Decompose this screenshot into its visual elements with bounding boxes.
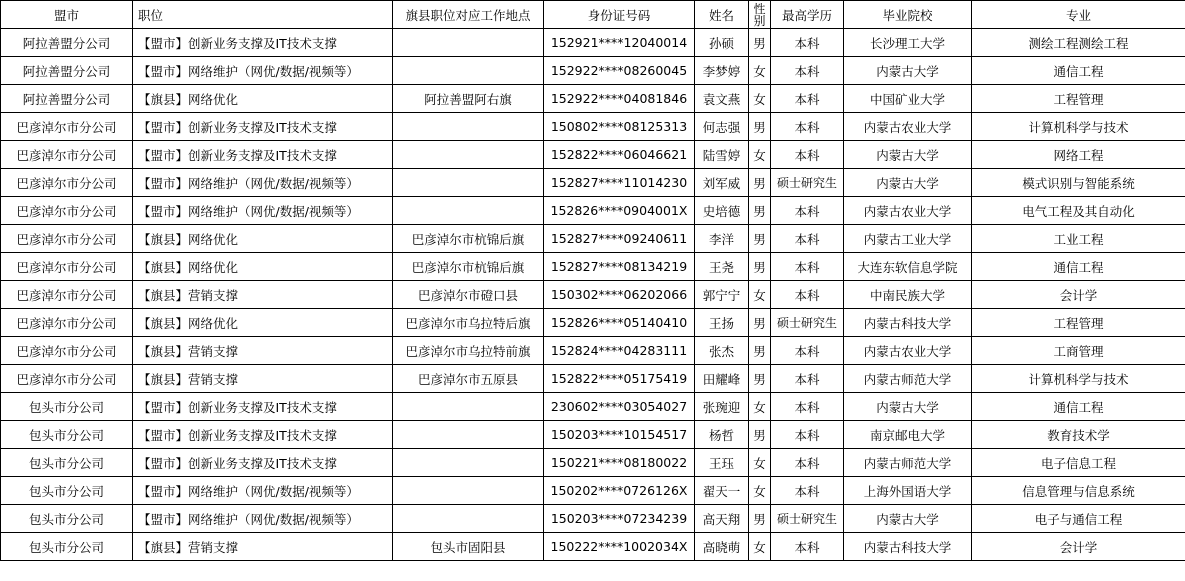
cell-work-location: 巴彦淖尔市五原县 xyxy=(393,365,544,393)
cell-position: 【盟市】网络维护（网优/数据/视频等） xyxy=(133,57,393,85)
cell-education: 硕士研究生 xyxy=(771,505,844,533)
cell-position: 【盟市】创新业务支撑及IT技术支撑 xyxy=(133,449,393,477)
cell-name: 翟天一 xyxy=(695,477,749,505)
cell-city: 阿拉善盟分公司 xyxy=(1,85,133,113)
cell-major: 会计学 xyxy=(972,533,1185,561)
cell-major: 测绘工程测绘工程 xyxy=(972,29,1185,57)
cell-work-location xyxy=(393,57,544,85)
header-major: 专业 xyxy=(972,1,1185,29)
cell-gender: 男 xyxy=(749,113,771,141)
cell-name: 李梦婷 xyxy=(695,57,749,85)
cell-position: 【盟市】创新业务支撑及IT技术支撑 xyxy=(133,113,393,141)
cell-school: 内蒙古师范大学 xyxy=(844,449,972,477)
cell-education: 本科 xyxy=(771,197,844,225)
cell-position: 【盟市】网络维护（网优/数据/视频等） xyxy=(133,197,393,225)
cell-position: 【盟市】创新业务支撑及IT技术支撑 xyxy=(133,141,393,169)
cell-name: 陆雪婷 xyxy=(695,141,749,169)
cell-name: 刘军威 xyxy=(695,169,749,197)
table-row xyxy=(1,449,1185,477)
header-city: 盟市 xyxy=(1,1,133,29)
cell-gender: 女 xyxy=(749,85,771,113)
table-row xyxy=(1,477,1185,505)
cell-gender: 男 xyxy=(749,309,771,337)
cell-position: 【旗县】网络优化 xyxy=(133,309,393,337)
cell-id-number: 152827****11014230 xyxy=(544,169,695,197)
cell-school: 中国矿业大学 xyxy=(844,85,972,113)
table-row xyxy=(1,337,1185,365)
table-row xyxy=(1,141,1185,169)
cell-name: 王扬 xyxy=(695,309,749,337)
cell-gender: 男 xyxy=(749,421,771,449)
cell-school: 内蒙古大学 xyxy=(844,169,972,197)
cell-major: 模式识别与智能系统 xyxy=(972,169,1185,197)
cell-position: 【盟市】网络维护（网优/数据/视频等） xyxy=(133,169,393,197)
cell-education: 本科 xyxy=(771,57,844,85)
cell-city: 巴彦淖尔市分公司 xyxy=(1,337,133,365)
table-row xyxy=(1,281,1185,309)
cell-gender: 女 xyxy=(749,533,771,561)
cell-work-location xyxy=(393,141,544,169)
cell-city: 包头市分公司 xyxy=(1,421,133,449)
cell-city: 巴彦淖尔市分公司 xyxy=(1,197,133,225)
header-name: 姓名 xyxy=(695,1,749,29)
cell-education: 本科 xyxy=(771,281,844,309)
cell-city: 巴彦淖尔市分公司 xyxy=(1,365,133,393)
cell-id-number: 152826****05140410 xyxy=(544,309,695,337)
cell-gender: 男 xyxy=(749,169,771,197)
table-row xyxy=(1,169,1185,197)
cell-id-number: 152824****04283111 xyxy=(544,337,695,365)
cell-school: 内蒙古农业大学 xyxy=(844,337,972,365)
cell-major: 电子信息工程 xyxy=(972,449,1185,477)
cell-school: 长沙理工大学 xyxy=(844,29,972,57)
cell-school: 内蒙古农业大学 xyxy=(844,113,972,141)
table-row xyxy=(1,197,1185,225)
cell-position: 【旗县】营销支撑 xyxy=(133,365,393,393)
cell-position: 【旗县】网络优化 xyxy=(133,225,393,253)
cell-gender: 男 xyxy=(749,197,771,225)
cell-name: 王尧 xyxy=(695,253,749,281)
cell-id-number: 152822****05175419 xyxy=(544,365,695,393)
cell-id-number: 152827****08134219 xyxy=(544,253,695,281)
cell-gender: 女 xyxy=(749,449,771,477)
cell-id-number: 150221****08180022 xyxy=(544,449,695,477)
cell-major: 教育技术学 xyxy=(972,421,1185,449)
cell-name: 孙硕 xyxy=(695,29,749,57)
cell-id-number: 230602****03054027 xyxy=(544,393,695,421)
cell-major: 工业工程 xyxy=(972,225,1185,253)
cell-major: 工程管理 xyxy=(972,309,1185,337)
cell-name: 高晓萌 xyxy=(695,533,749,561)
cell-position: 【盟市】创新业务支撑及IT技术支撑 xyxy=(133,421,393,449)
cell-gender: 男 xyxy=(749,225,771,253)
cell-id-number: 152922****04081846 xyxy=(544,85,695,113)
table-row xyxy=(1,85,1185,113)
cell-school: 内蒙古农业大学 xyxy=(844,197,972,225)
header-row xyxy=(1,1,1185,29)
cell-city: 巴彦淖尔市分公司 xyxy=(1,253,133,281)
cell-gender: 男 xyxy=(749,505,771,533)
table-row xyxy=(1,505,1185,533)
cell-major: 网络工程 xyxy=(972,141,1185,169)
cell-education: 本科 xyxy=(771,337,844,365)
cell-name: 杨哲 xyxy=(695,421,749,449)
cell-education: 本科 xyxy=(771,421,844,449)
cell-education: 本科 xyxy=(771,225,844,253)
cell-name: 李洋 xyxy=(695,225,749,253)
cell-work-location: 包头市固阳县 xyxy=(393,533,544,561)
cell-major: 通信工程 xyxy=(972,253,1185,281)
cell-city: 巴彦淖尔市分公司 xyxy=(1,309,133,337)
cell-school: 大连东软信息学院 xyxy=(844,253,972,281)
cell-city: 包头市分公司 xyxy=(1,449,133,477)
table-row xyxy=(1,533,1185,561)
cell-name: 史培德 xyxy=(695,197,749,225)
cell-gender: 女 xyxy=(749,141,771,169)
cell-gender: 男 xyxy=(749,337,771,365)
cell-position: 【旗县】网络优化 xyxy=(133,253,393,281)
cell-work-location: 巴彦淖尔市乌拉特前旗 xyxy=(393,337,544,365)
cell-major: 会计学 xyxy=(972,281,1185,309)
cell-work-location xyxy=(393,393,544,421)
table-row xyxy=(1,253,1185,281)
cell-education: 本科 xyxy=(771,113,844,141)
cell-id-number: 150302****06202066 xyxy=(544,281,695,309)
cell-major: 计算机科学与技术 xyxy=(972,365,1185,393)
cell-gender: 女 xyxy=(749,393,771,421)
cell-id-number: 152921****12040014 xyxy=(544,29,695,57)
cell-work-location: 阿拉善盟阿右旗 xyxy=(393,85,544,113)
cell-work-location xyxy=(393,29,544,57)
cell-school: 内蒙古大学 xyxy=(844,393,972,421)
cell-work-location: 巴彦淖尔市乌拉特后旗 xyxy=(393,309,544,337)
header-school: 毕业院校 xyxy=(844,1,972,29)
cell-id-number: 150222****1002034X xyxy=(544,533,695,561)
cell-position: 【盟市】网络维护（网优/数据/视频等） xyxy=(133,477,393,505)
cell-gender: 女 xyxy=(749,477,771,505)
cell-major: 信息管理与信息系统 xyxy=(972,477,1185,505)
cell-school: 内蒙古师范大学 xyxy=(844,365,972,393)
cell-work-location xyxy=(393,477,544,505)
cell-position: 【盟市】创新业务支撑及IT技术支撑 xyxy=(133,29,393,57)
cell-position: 【旗县】营销支撑 xyxy=(133,337,393,365)
cell-major: 计算机科学与技术 xyxy=(972,113,1185,141)
table-row xyxy=(1,225,1185,253)
cell-position: 【盟市】创新业务支撑及IT技术支撑 xyxy=(133,393,393,421)
header-education: 最高学历 xyxy=(771,1,844,29)
cell-name: 田耀峰 xyxy=(695,365,749,393)
cell-education: 本科 xyxy=(771,85,844,113)
cell-school: 南京邮电大学 xyxy=(844,421,972,449)
cell-work-location xyxy=(393,505,544,533)
cell-city: 包头市分公司 xyxy=(1,533,133,561)
cell-id-number: 152922****08260045 xyxy=(544,57,695,85)
cell-id-number: 152822****06046621 xyxy=(544,141,695,169)
cell-city: 巴彦淖尔市分公司 xyxy=(1,113,133,141)
table-row xyxy=(1,29,1185,57)
cell-education: 硕士研究生 xyxy=(771,309,844,337)
cell-work-location xyxy=(393,197,544,225)
cell-education: 硕士研究生 xyxy=(771,169,844,197)
cell-city: 巴彦淖尔市分公司 xyxy=(1,141,133,169)
header-id-number: 身份证号码 xyxy=(544,1,695,29)
header-work-location: 旗县职位对应工作地点 xyxy=(393,1,544,29)
cell-education: 本科 xyxy=(771,365,844,393)
cell-education: 本科 xyxy=(771,29,844,57)
cell-school: 内蒙古科技大学 xyxy=(844,533,972,561)
cell-name: 高天翔 xyxy=(695,505,749,533)
cell-school: 中南民族大学 xyxy=(844,281,972,309)
cell-work-location xyxy=(393,449,544,477)
cell-major: 电子与通信工程 xyxy=(972,505,1185,533)
cell-name: 何志强 xyxy=(695,113,749,141)
cell-major: 工商管理 xyxy=(972,337,1185,365)
header-position: 职位 xyxy=(133,1,393,29)
table-row xyxy=(1,365,1185,393)
cell-school: 内蒙古大学 xyxy=(844,57,972,85)
table-row xyxy=(1,113,1185,141)
cell-city: 阿拉善盟分公司 xyxy=(1,29,133,57)
cell-school: 上海外国语大学 xyxy=(844,477,972,505)
cell-work-location xyxy=(393,421,544,449)
cell-work-location: 巴彦淖尔市磴口县 xyxy=(393,281,544,309)
cell-major: 电气工程及其自动化 xyxy=(972,197,1185,225)
cell-city: 包头市分公司 xyxy=(1,477,133,505)
cell-gender: 女 xyxy=(749,57,771,85)
cell-id-number: 152827****09240611 xyxy=(544,225,695,253)
table-body xyxy=(1,29,1185,561)
cell-major: 通信工程 xyxy=(972,57,1185,85)
cell-city: 包头市分公司 xyxy=(1,393,133,421)
cell-gender: 男 xyxy=(749,29,771,57)
table-row xyxy=(1,57,1185,85)
cell-education: 本科 xyxy=(771,477,844,505)
cell-major: 工程管理 xyxy=(972,85,1185,113)
cell-name: 王珏 xyxy=(695,449,749,477)
cell-name: 郭宁宁 xyxy=(695,281,749,309)
cell-id-number: 150203****07234239 xyxy=(544,505,695,533)
cell-major: 通信工程 xyxy=(972,393,1185,421)
cell-school: 内蒙古工业大学 xyxy=(844,225,972,253)
cell-education: 本科 xyxy=(771,253,844,281)
cell-position: 【旗县】网络优化 xyxy=(133,85,393,113)
cell-city: 包头市分公司 xyxy=(1,505,133,533)
cell-city: 巴彦淖尔市分公司 xyxy=(1,169,133,197)
cell-work-location: 巴彦淖尔市杭锦后旗 xyxy=(393,253,544,281)
table-row xyxy=(1,421,1185,449)
cell-city: 巴彦淖尔市分公司 xyxy=(1,225,133,253)
table-row xyxy=(1,309,1185,337)
cell-education: 本科 xyxy=(771,141,844,169)
cell-position: 【旗县】营销支撑 xyxy=(133,533,393,561)
cell-work-location: 巴彦淖尔市杭锦后旗 xyxy=(393,225,544,253)
cell-city: 巴彦淖尔市分公司 xyxy=(1,281,133,309)
cell-education: 本科 xyxy=(771,533,844,561)
cell-position: 【盟市】网络维护（网优/数据/视频等） xyxy=(133,505,393,533)
cell-id-number: 150202****0726126X xyxy=(544,477,695,505)
header-gender: 性别 xyxy=(749,1,771,29)
cell-school: 内蒙古科技大学 xyxy=(844,309,972,337)
cell-position: 【旗县】营销支撑 xyxy=(133,281,393,309)
cell-name: 张琬迎 xyxy=(695,393,749,421)
cell-work-location xyxy=(393,113,544,141)
cell-name: 袁文燕 xyxy=(695,85,749,113)
cell-gender: 女 xyxy=(749,281,771,309)
cell-school: 内蒙古大学 xyxy=(844,505,972,533)
cell-education: 本科 xyxy=(771,449,844,477)
cell-gender: 男 xyxy=(749,365,771,393)
cell-gender: 男 xyxy=(749,253,771,281)
cell-city: 阿拉善盟分公司 xyxy=(1,57,133,85)
cell-id-number: 150802****08125313 xyxy=(544,113,695,141)
cell-id-number: 150203****10154517 xyxy=(544,421,695,449)
cell-school: 内蒙古大学 xyxy=(844,141,972,169)
cell-work-location xyxy=(393,169,544,197)
cell-education: 本科 xyxy=(771,393,844,421)
cell-name: 张杰 xyxy=(695,337,749,365)
cell-id-number: 152826****0904001X xyxy=(544,197,695,225)
table-row xyxy=(1,393,1185,421)
